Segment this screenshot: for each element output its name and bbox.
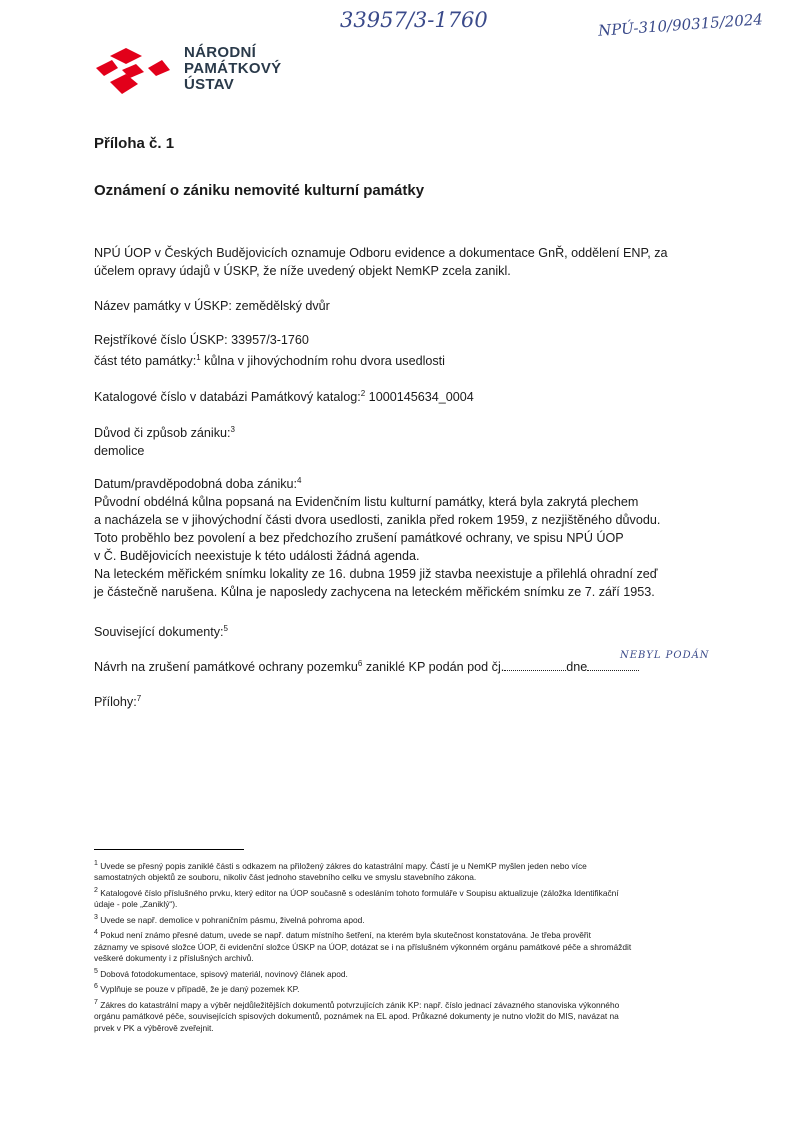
footnote-ref: 3: [230, 425, 235, 434]
footnote-1: $^1$ Uvede se přesný popis zaniklé části s odkazem na přiložený zákres do katastrální mapy. Částí je u NemKP myšlen jeden nebo více samostatných objektů ze souboru, nikoliv část jednoho stavebního celku ve smyslu stavebního zákona.: [94, 860, 587, 883]
proposal-label: Návrh na zrušení památkové ochrany pozemku: [94, 660, 358, 675]
footnote-2: $^2$ Katalogové číslo příslušného prvku, který editor na ÚOP současně s odesláním tohoto formuláře v Soupisu aktualizuje (záložka Identifikační údaje - pole „Zaniklý“).: [94, 886, 619, 910]
proposal-label-cont: zaniklé KP podán pod čj.: [362, 660, 505, 675]
date-text-line: Na leteckém měřickém snímku lokality ze 16. dubna 1959 již stavba neexistuje a přilehlá ohradní zeď: [94, 567, 658, 582]
catalog-value: 1000145634_0004: [365, 390, 474, 405]
catalog-label: Katalogové číslo v databázi Památkový katalog:: [94, 390, 361, 405]
proposal-date-label: dne: [566, 660, 588, 675]
handwritten-reference-left: 33957/3-1760: [340, 8, 488, 32]
footnote-ref: 5: [223, 624, 228, 633]
part-label: část této památky:: [94, 354, 197, 369]
document-title: Oznámení o zániku nemovité kulturní památky: [94, 182, 425, 199]
footnote-ref: 6: [357, 659, 363, 668]
npu-logo: [92, 46, 172, 98]
date-text-line: Toto proběhlo bez povolení a bez předchozího zrušení památkové ochrany, ve spisu NPÚ ÚOP: [94, 531, 624, 546]
attachments: [94, 690, 141, 711]
date-text-line: v Č. Budějovicích neexistuje k této události žádná agenda.: [94, 549, 420, 564]
date-label: Datum/pravděpodobná doba zániku:: [94, 477, 298, 492]
handwritten-not-submitted: NEBYL PODÁN: [620, 650, 710, 661]
footnote-ref: 1: [196, 353, 201, 362]
attachments-label: Přílohy:: [94, 695, 137, 710]
catalog-number: [94, 385, 474, 406]
date-text-line: je částečně narušena. Kůlna je naposledy zachycena na leteckém měřickém snímku ze 7. září 1953.: [94, 585, 655, 600]
logo-line-2: PAMÁTKOVÝ: [184, 60, 282, 77]
part-value: kůlna v jihovýchodním rohu dvora usedlosti: [200, 354, 445, 369]
annex-title: Příloha č. 1: [94, 135, 175, 152]
related-label: Související dokumenty:: [94, 625, 224, 640]
footnote-6: $^6$ Vyplňuje se pouze v případě, že je daný pozemek KP.: [94, 983, 300, 995]
logo-line-1: NÁRODNÍ: [184, 44, 257, 61]
intro-line: účelem opravy údajů v ÚSKP, že níže uvedený objekt NemKP zcela zanikl.: [94, 264, 511, 278]
logo-line-3: ÚSTAV: [184, 76, 235, 93]
footnote-ref: 4: [297, 476, 302, 485]
handwritten-reference-right: NPÚ-310/90315/2024: [597, 10, 764, 40]
date-blank: [587, 670, 639, 671]
date-text-line: a nacházela se v jihovýchodní části dvora usedlosti, zanikla před rokem 1959, z nezjištěného důvodu.: [94, 513, 661, 528]
footnote-ref: 2: [360, 389, 366, 398]
reason-label: Důvod či způsob zániku:: [94, 426, 231, 441]
footnote-5: $^5$ Dobová fotodokumentace, spisový materiál, novinový článek apod.: [94, 967, 348, 979]
footnote-4: $^4$ Pokud není známo přesné datum, uvede se např. datum místního šetření, na kterém byla skutečnost konstatována. Je třeba prověřit záznamy ve spisové složce ÚOP, či evidenční složce ÚSKP na ÚOP, dotázat se i na příslušném výkonném orgánu památkové péče a shromáždit veškeré dokumenty i z příslušných archivů.: [94, 929, 632, 964]
reference-number-blank: [504, 670, 566, 671]
footnote-ref: 7: [136, 694, 142, 703]
date-section: [94, 472, 744, 601]
registry-number: Rejstříkové číslo ÚSKP: 33957/3-1760: [94, 333, 309, 347]
reason-value: demolice: [94, 444, 145, 459]
footnotes: [94, 858, 714, 1034]
date-text-line: Původní obdélná kůlna popsaná na Evidenčním listu kulturní památky, která byla zakrytá plechem: [94, 495, 639, 510]
npu-logo-icon: [92, 46, 172, 98]
logo-wordmark: [184, 45, 281, 93]
footnote-7: $^7$ Zákres do katastrální mapy a výběr nejdůležitějších dokumentů potvrzujících zánik KP: např. číslo jednací závazného stanoviska výkonného orgánu památkové péče, souvisejících spisových dokumentů, poznámek na EL apod. Průkazné dokumenty je nutno vložit do MIS, navázat na prvek v PK a výběrově zveřejnit.: [94, 998, 620, 1033]
reason-section: [94, 421, 235, 460]
monument-name: Název památky v ÚSKP: zemědělský dvůr: [94, 299, 330, 313]
related-documents: [94, 620, 228, 641]
footnote-separator: [94, 849, 244, 850]
footnote-3: $^3$ Uvede se např. demolice v pohraničním pásmu, živelná pohroma apod.: [94, 913, 365, 925]
intro-line: NPÚ ÚOP v Českých Budějovicích oznamuje Odboru evidence a dokumentace GnŘ, oddělení ENP, za: [94, 246, 668, 260]
monument-part: [94, 349, 445, 370]
intro-paragraph: [94, 244, 734, 280]
